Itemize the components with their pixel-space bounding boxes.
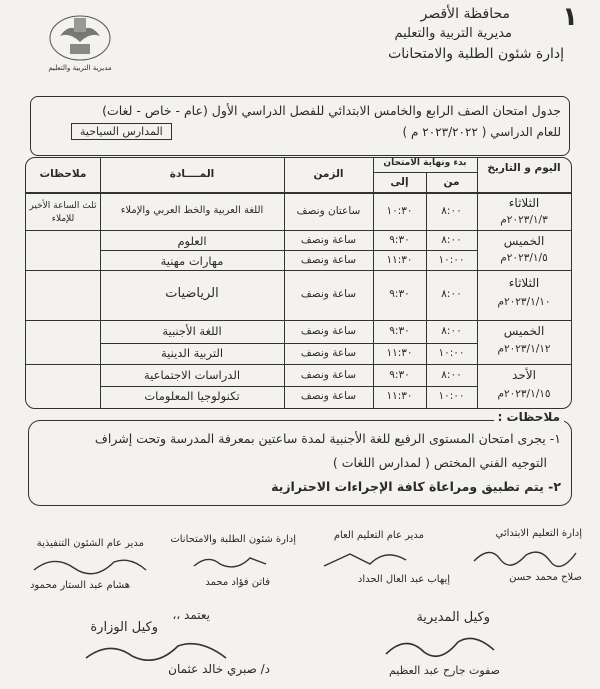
header-subject: المــــادة [169, 168, 215, 180]
row3-date: ٢٠٢٣/١/١٠م [497, 296, 551, 308]
title-box [30, 96, 570, 156]
row2a-to: ٩:٣٠ [389, 234, 410, 246]
notes-box [28, 420, 572, 506]
notes-title: ملاحظات : [494, 410, 564, 424]
row4a-duration: ساعة ونصف [300, 325, 357, 337]
header-duration: الزمن [313, 168, 344, 180]
signature-4-scribble-icon [30, 552, 150, 578]
row5a-subject: الدراسات الاجتماعية [143, 368, 241, 382]
row2a-from: ٨:٠٠ [441, 234, 462, 246]
directorate-label: مديرية التربية والتعليم [394, 26, 512, 41]
row4a-subject: اللغة الأجنبية [162, 324, 222, 338]
emblem-caption: مديرية التربية والتعليم [48, 64, 112, 72]
row5b-from: ١٠:٠٠ [438, 390, 465, 402]
signature-1-name: صلاح محمد حسن [509, 572, 582, 583]
row4b-duration: ساعة ونصف [300, 347, 357, 359]
row1-duration: ساعتان ونصف [296, 205, 361, 217]
row5b-subject: تكنولوجيا المعلومات [144, 389, 240, 403]
row1-subject: اللغة العربية والخط العربي والإملاء [120, 205, 264, 216]
row3-to: ٩:٣٠ [389, 288, 410, 300]
row3-duration: ساعة ونصف [300, 288, 357, 300]
row4b-from: ١٠:٠٠ [438, 347, 465, 359]
row2-day: الخميس [503, 234, 545, 248]
governorate-label: محافظة الأقصر [420, 6, 510, 22]
signature-2-scribble-icon [320, 546, 410, 572]
row2a-duration: ساعة ونصف [300, 234, 357, 246]
row1-from: ٨:٠٠ [441, 205, 462, 217]
note-1-line-2: التوجيه الفني المختص ( لمدارس اللغات ) [332, 455, 547, 470]
row2b-duration: ساعة ونصف [300, 254, 357, 266]
row3-subject: الرياضيات [165, 286, 219, 301]
signature-2-name: إيهاب عبد العال الحداد [357, 574, 450, 585]
row5-day: الأحد [512, 368, 536, 382]
header-day-date: اليوم و التاريخ [487, 162, 561, 174]
row2b-from: ١٠:٠٠ [438, 254, 465, 266]
signature-3-name: فاتن فؤاد محمد [205, 577, 270, 588]
academic-year: للعام الدراسي ( ٢٠٢٣/٢٠٢٢ م ) [402, 125, 561, 139]
row5b-duration: ساعة ونصف [300, 390, 357, 402]
signature-5-name: صفوت جارح عبد العظيم [388, 664, 500, 677]
row1-to: ١٠:٣٠ [386, 205, 413, 217]
row2b-subject: مهارات مهنية [160, 254, 224, 268]
signature-6-title: وكيل الوزارة [90, 620, 158, 635]
note-2: ٢- يتم تطبيق ومراعاة كافة الإجراءات الاحترازية [271, 479, 561, 494]
row4b-subject: التربية الدينية [160, 346, 224, 360]
signature-1-scribble-icon [470, 543, 580, 569]
signature-1-title: إدارة التعليم الابتدائي [495, 528, 582, 539]
signature-3-title: إدارة شئون الطلبة والامتحانات [170, 534, 296, 545]
signature-3-scribble-icon [190, 550, 270, 574]
row1-day: الثلاثاء [508, 196, 540, 210]
row1-date: ٢٠٢٣/١/٣م [500, 214, 548, 226]
row5a-duration: ساعة ونصف [300, 369, 357, 381]
row3-day: الثلاثاء [508, 276, 540, 290]
header-exam-time: بدء ونهاية الامتحان [383, 158, 467, 168]
row5-date: ٢٠٢٣/١/١٥م [497, 388, 551, 400]
signature-6-prefix: يعتمد ،، [172, 608, 210, 622]
row5b-to: ١١:٣٠ [386, 390, 413, 402]
row3-from: ٨:٠٠ [441, 288, 462, 300]
row4b-to: ١١:٣٠ [386, 347, 413, 359]
header-from: من [443, 176, 460, 188]
row2b-to: ١١:٣٠ [386, 254, 413, 266]
row2-date: ٢٠٢٣/١/٥م [500, 252, 548, 264]
signature-4-title: مدير عام الشئون التنفيذية [36, 538, 144, 549]
row5a-from: ٨:٠٠ [441, 369, 462, 381]
row5a-to: ٩:٣٠ [389, 369, 410, 381]
signature-4-name: هشام عبد الستار محمود [29, 580, 130, 591]
eagle-emblem-icon [40, 8, 120, 66]
note-1-line-1: ١- يجرى امتحان المستوى الرفيع للغة الأجنبية لمدة ساعتين بمعرفة المدرسة وتحت إشراف [94, 431, 561, 446]
signature-5-title: وكيل المديرية [416, 610, 490, 625]
exams-department-label: إدارة شئون الطلبة والامتحانات [388, 46, 564, 62]
header-notes: ملاحظات [39, 168, 87, 180]
row4-day: الخميس [503, 324, 545, 338]
row4a-to: ٩:٣٠ [389, 325, 410, 337]
page-number: ١ [562, 2, 578, 32]
header-to: إلى [390, 176, 409, 188]
exam-schedule-table [25, 157, 572, 409]
row1-note: ثلث الساعة الأخير للإملاء [29, 201, 97, 224]
exam-title: جدول امتحان الصف الرابع والخامس الابتدائي للفصل الدراسي الأول (عام - خاص - لغات) [102, 103, 561, 118]
signature-6-name: د/ صبري خالد عثمان [168, 662, 270, 676]
signature-5-scribble-icon [380, 630, 500, 664]
row2a-subject: العلوم [177, 234, 207, 248]
tourist-schools-stamp: المدارس السياحية [71, 123, 172, 140]
row4a-from: ٨:٠٠ [441, 325, 462, 337]
signature-2-title: مدير عام التعليم العام [333, 530, 424, 541]
row4-date: ٢٠٢٣/١/١٢م [497, 343, 551, 355]
